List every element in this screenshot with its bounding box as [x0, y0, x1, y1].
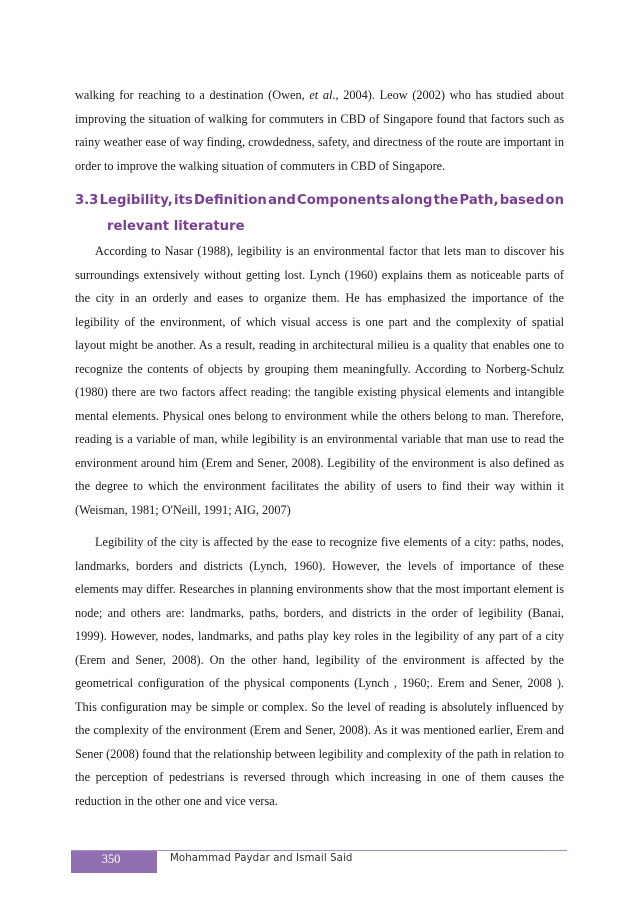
heading-word: and [268, 193, 296, 208]
heading-word: its [174, 193, 193, 208]
page-content [75, 84, 564, 813]
section-number: 3.3 [75, 193, 99, 208]
paragraph-1 [75, 84, 564, 178]
paragraph-3: Legibility of the city is affected by the ease to recognize five elements of a city: paths, nodes, landmarks, borders and districts (Lynch, 1960). However, the levels of importance of these elements may differ. Researches in planning environments show that the most important element is node; and others are: landmarks, paths, borders, and districts in the order of legibility (Banai, 1999). However, nodes, landmarks, and paths play key roles in the legibility of any part of a city (Erem and Sener, 2008). On the other hand, legibility of the environment is affected by the geometrical configuration of the physical components (Lynch , 1960;. Erem and Sener, 2008 ). This configuration may be simple or complex. So the level of reading is absolutely influenced by the complexity of the environment (Erem and Sener, 2008). As it was mentioned earlier, Erem and Sener (2008) found that the relationship between legibility and complexity of the path in relation to the perception of pedestrians is reversed through which increasing in one of them causes the reduction in the other one and vice versa. [75, 535, 564, 808]
heading-word: based [499, 193, 545, 208]
heading-word: the [433, 193, 459, 208]
heading-word: Path, [459, 193, 499, 208]
heading-word: Components [297, 193, 390, 208]
page-number: 350 [101, 852, 121, 866]
heading-word: Legibility, [99, 193, 173, 208]
page-number-box [71, 851, 157, 873]
paragraph-spacer [75, 522, 564, 531]
page-footer [71, 850, 567, 875]
section-heading [75, 188, 564, 240]
section-heading-line-2: relevant literature [107, 219, 245, 234]
paragraph-2: According to Nasar (1988), legibility is an environmental factor that lets man to discover his surroundings extensively without getting lost. Lynch (1960) explains them as noticeable parts of the city in an orderly and eases to organize them. He has emphasized the importance of the legibility of the environment, of which visual access is one part and the complexity of spatial layout might be another. As a result, reading in architectural milieu is a quality that enables one to recognize the contents of objects by grouping them meaningfully. According to Norberg-Schulz (1980) there are two factors affect reading: the tangible existing physical elements and intangible mental elements. Physical ones belong to environment while the others belong to man. Therefore, reading is a variable of man, while legibility is an environmental variable that man use to read the environment around him (Erem and Sener, 2008). Legibility of the environment is also defined as the degree to which the environment facilitates the ability of users to find their way within it (Weisman, 1981; O'Neill, 1991; AIG, 2007) [75, 244, 564, 517]
heading-word: on [545, 193, 564, 208]
paragraph-1-italic: et al [309, 88, 333, 102]
section-heading-line-1 [75, 188, 564, 214]
paragraph-1-text-b: ., 2004). Leow (2002) who has studied about improving the situation of walking for commuters in CBD of Singapore found that factors such as rainy weather ease of way finding, crowdedness, safety, and directness of the route are important in order to improve the walking situation of commuters in CBD of Singapore. [75, 88, 565, 173]
heading-word: along [391, 193, 433, 208]
heading-word: Definition [193, 193, 267, 208]
paragraph-1-text-a: walking for reaching to a destination (Owen, [75, 88, 310, 102]
footer-authors: Mohammad Paydar and Ismail Said [170, 853, 353, 864]
